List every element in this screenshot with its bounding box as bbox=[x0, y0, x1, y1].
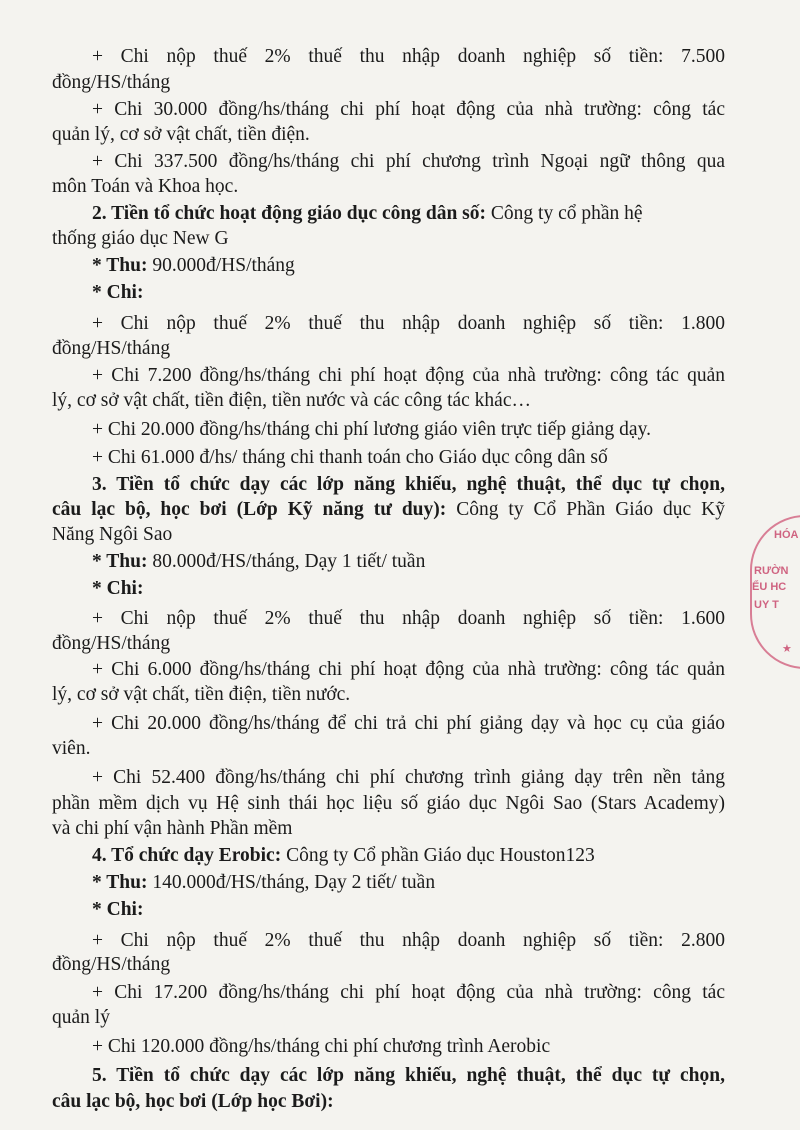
stamp-text: UY T bbox=[754, 599, 779, 611]
heading-rest: Công ty cổ phần hệ bbox=[486, 203, 643, 224]
thu-line bbox=[52, 550, 725, 574]
stamp-text: RƯỜN bbox=[754, 565, 789, 577]
chi-label bbox=[52, 577, 725, 601]
thu-value: 140.000đ/HS/tháng, Dạy 2 tiết/ tuần bbox=[147, 872, 436, 893]
text-line: + Chi 30.000 đồng/hs/tháng chi phí hoạt động của nhà trường: công tác bbox=[92, 99, 725, 120]
text-line: + Chi 52.400 đồng/hs/tháng chi phí chương trình giảng dạy trên nền tảng bbox=[92, 767, 725, 788]
section-heading-2 bbox=[52, 202, 725, 226]
heading-cont bbox=[52, 498, 725, 522]
heading-text: câu lạc bộ, học bơi (Lớp Kỹ năng tư duy): bbox=[52, 499, 447, 520]
thu-label: * Thu: bbox=[92, 551, 148, 572]
section-heading-4 bbox=[52, 844, 725, 868]
text-line: đồng/HS/tháng bbox=[52, 954, 171, 975]
heading-rest: Công ty Cổ phần Giáo dục Houston123 bbox=[281, 845, 595, 866]
text-line: đồng/HS/tháng bbox=[52, 633, 171, 654]
thu-label: * Thu: bbox=[92, 872, 148, 893]
text-line: + Chi 120.000 đồng/hs/tháng chi phí chương trình Aerobic bbox=[92, 1036, 551, 1057]
text-line: + Chi nộp thuế 2% thuế thu nhập doanh nghiệp số tiền: 2.800 bbox=[92, 930, 725, 951]
heading-text: 3. Tiền tổ chức dạy các lớp năng khiếu, nghệ thuật, thể dục tự chọn, bbox=[92, 474, 725, 495]
school-stamp bbox=[750, 515, 800, 669]
text-line: + Chi 17.200 đồng/hs/tháng chi phí hoạt động của nhà trường: công tác bbox=[92, 982, 725, 1003]
heading-text: 5. Tiền tổ chức dạy các lớp năng khiếu, nghệ thuật, thể dục tự chọn, bbox=[92, 1065, 725, 1086]
thu-line bbox=[52, 254, 725, 278]
text-line: đồng/HS/tháng bbox=[52, 72, 171, 93]
thu-value: 80.000đ/HS/tháng, Dạy 1 tiết/ tuần bbox=[147, 551, 426, 572]
chi-label-text: * Chi: bbox=[92, 899, 144, 920]
text-line: Năng Ngôi Sao bbox=[52, 524, 173, 545]
thu-value: 90.000đ/HS/tháng bbox=[147, 255, 295, 276]
text-line: + Chi 6.000 đồng/hs/tháng chi phí hoạt động của nhà trường: công tác quản bbox=[92, 659, 725, 680]
heading-text: 4. Tổ chức dạy Erobic: bbox=[92, 845, 282, 866]
text-line: lý, cơ sở vật chất, tiền điện, tiền nước và các công tác khác… bbox=[52, 390, 531, 411]
stamp-text: HÓA bbox=[774, 529, 799, 541]
text-line: đồng/HS/tháng bbox=[52, 338, 171, 359]
text-line: viên. bbox=[52, 738, 91, 759]
star-icon: ★ bbox=[782, 643, 792, 655]
text-line: thống giáo dục New G bbox=[52, 228, 229, 249]
heading-text: câu lạc bộ, học bơi (Lớp học Bơi): bbox=[52, 1091, 334, 1112]
chi-label-text: * Chi: bbox=[92, 578, 144, 599]
text-line: phần mềm dịch vụ Hệ sinh thái học liệu số giáo dục Ngôi Sao (Stars Academy) bbox=[52, 793, 725, 814]
text-line: và chi phí vận hành Phần mềm bbox=[52, 818, 293, 839]
section-heading-3 bbox=[52, 473, 725, 497]
heading-cont bbox=[52, 1090, 725, 1114]
chi-label bbox=[52, 281, 725, 305]
text-line: + Chi 337.500 đồng/hs/tháng chi phí chương trình Ngoại ngữ thông qua bbox=[92, 151, 725, 172]
text-line: + Chi 7.200 đồng/hs/tháng chi phí hoạt động của nhà trường: công tác quản bbox=[92, 365, 725, 386]
heading-rest: Công ty Cổ Phần Giáo dục Kỹ bbox=[446, 499, 725, 520]
text-line: + Chi 20.000 đồng/hs/tháng để chi trả chi phí giảng dạy và học cụ của giáo bbox=[92, 713, 725, 734]
stamp-text: ỂU HC bbox=[752, 581, 787, 593]
text-line: + Chi nộp thuế 2% thuế thu nhập doanh nghiệp số tiền: 1.600 bbox=[92, 608, 725, 629]
text-line: + Chi nộp thuế 2% thuế thu nhập doanh nghiệp số tiền: 7.500 bbox=[92, 46, 725, 67]
section-heading-5 bbox=[52, 1064, 725, 1088]
text-line: + Chi 61.000 đ/hs/ tháng chi thanh toán cho Giáo dục công dân số bbox=[92, 447, 608, 468]
text-line: lý, cơ sở vật chất, tiền điện, tiền nước. bbox=[52, 684, 351, 705]
chi-label bbox=[52, 898, 725, 922]
text-line: quản lý bbox=[52, 1007, 110, 1028]
text-line: quản lý, cơ sở vật chất, tiền điện. bbox=[52, 124, 310, 145]
thu-line bbox=[52, 871, 725, 895]
text-line: môn Toán và Khoa học. bbox=[52, 176, 239, 197]
text-line: + Chi nộp thuế 2% thuế thu nhập doanh nghiệp số tiền: 1.800 bbox=[92, 313, 725, 334]
thu-label: * Thu: bbox=[92, 255, 148, 276]
heading-text: 2. Tiền tổ chức hoạt động giáo dục công dân số: bbox=[92, 203, 487, 224]
chi-label-text: * Chi: bbox=[92, 282, 144, 303]
text-line: + Chi 20.000 đồng/hs/tháng chi phí lương giáo viên trực tiếp giảng dạy. bbox=[92, 419, 651, 440]
